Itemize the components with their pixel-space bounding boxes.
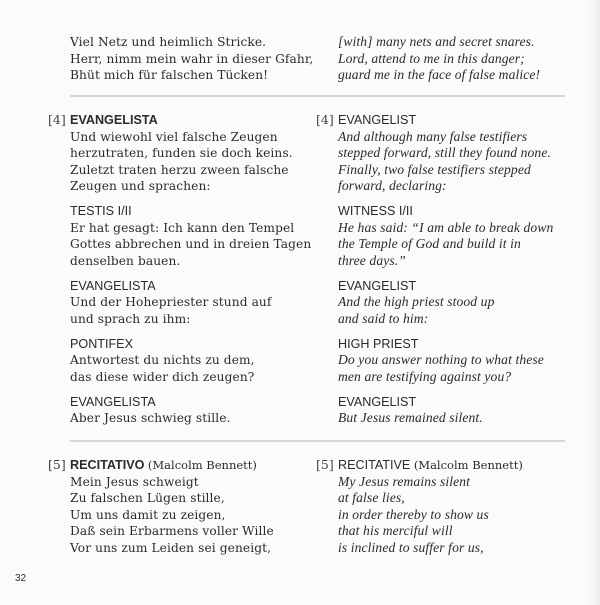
verse-line: Und der Hohepriester stund auf [70, 295, 272, 309]
verse-line: Daß sein Erbarmens voller Wille [70, 524, 274, 538]
verse-line: Er hat gesagt: Ich kann den Tempel [70, 220, 295, 235]
english-section-4 [338, 112, 588, 435]
verse-block [338, 278, 588, 328]
speaker-label [338, 457, 588, 474]
verse-block [338, 112, 588, 195]
verse-line: Viel Netz und heimlich Stricke. [70, 35, 267, 49]
section-divider [70, 440, 565, 442]
performer-name: (Malcolm Bennett) [413, 458, 523, 472]
verse-line: Lord, attend to me in this danger; [338, 50, 525, 66]
german-text-continuation [70, 34, 320, 92]
verse-line: Do you answer nothing to what these [338, 352, 544, 367]
verse-block [338, 394, 588, 427]
verse-line: My Jesus remains silent [338, 473, 471, 489]
verse-line: Zu falschen Lügen stille, [70, 491, 225, 505]
verse-line: that his merciful will [338, 523, 453, 538]
verse-line: in order thereby to show us [338, 506, 489, 522]
speaker-label: EVANGELISTA [70, 394, 156, 409]
verse-line: at false lies, [338, 490, 405, 505]
verse-block [70, 336, 320, 386]
section-divider [70, 95, 565, 97]
movement-type: RECITATIVE [338, 458, 411, 472]
verse-line: But Jesus remained silent. [338, 410, 483, 425]
speaker-label: EVANGELIST [338, 113, 417, 127]
german-section-5 [70, 457, 320, 565]
section-number: [4] [316, 112, 334, 127]
speaker-label: PONTIFEX [70, 336, 133, 351]
verse-line: Gottes abbrechen und in dreien Tagen [70, 237, 312, 251]
verse-line: and said to him: [338, 310, 429, 326]
speaker-label: WITNESS I/II [338, 204, 413, 218]
verse-line: Mein Jesus schweigt [70, 474, 199, 489]
verse-line: Zeugen und sprachen: [70, 179, 211, 193]
verse-line: And the high priest stood up [338, 294, 495, 309]
verse-line: das diese wider dich zeugen? [70, 369, 255, 384]
german-section-4 [70, 112, 320, 435]
verse-block [70, 457, 320, 556]
verse-line: Aber Jesus schwieg stille. [70, 411, 231, 425]
verse-block [338, 203, 588, 269]
english-section-5 [338, 457, 588, 565]
verse-line: Bhüt mich für falschen Tücken! [70, 68, 269, 82]
verse-block [338, 34, 588, 84]
page-number: 32 [15, 573, 27, 584]
section-number: [5] [48, 457, 66, 472]
verse-line: Vor uns zum Leiden sei geneigt, [70, 540, 272, 555]
speaker-label [70, 457, 320, 474]
verse-line: forward, declaring: [338, 178, 447, 193]
verse-line: und sprach zu ihm: [70, 311, 191, 326]
verse-line: He has said: “I am able to break down [338, 219, 554, 235]
verse-block [70, 112, 320, 195]
speaker-label: EVANGELIST [338, 278, 417, 293]
verse-line: Um uns damit zu zeigen, [70, 507, 226, 522]
english-text-continuation [338, 34, 588, 92]
verse-block [70, 203, 320, 269]
verse-line: Und wiewohl viel falsche Zeugen [70, 129, 278, 144]
speaker-label: EVANGELIST [338, 394, 417, 409]
section-number: [5] [316, 457, 334, 472]
verse-line: the Temple of God and build it in [338, 236, 521, 251]
verse-line: is inclined to suffer for us, [338, 539, 484, 555]
verse-block [70, 34, 320, 84]
verse-line: And although many false testifiers [338, 128, 528, 144]
verse-line: stepped forward, still they found none. [338, 145, 551, 160]
verse-line: [with] many nets and secret snares. [338, 34, 535, 49]
movement-type: RECITATIVO [70, 458, 145, 472]
verse-line: Antwortest du nichts zu dem, [70, 353, 255, 367]
verse-line: Herr, nimm mein wahr in dieser Gfahr, [70, 51, 314, 66]
speaker-label: TESTIS I/II [70, 204, 132, 218]
verse-line: men are testifying against you? [338, 368, 512, 384]
verse-line: guard me in the face of false malice! [338, 67, 541, 82]
verse-block [70, 394, 320, 427]
verse-line: herzutraten, funden sie doch keins. [70, 146, 293, 160]
verse-line: Zuletzt traten herzu zween falsche [70, 162, 289, 177]
verse-block [338, 336, 588, 386]
verse-line: denselben bauen. [70, 253, 181, 268]
speaker-label: EVANGELISTA [70, 278, 156, 293]
verse-line: three days.” [338, 252, 406, 268]
verse-line: Finally, two false testifiers stepped [338, 161, 531, 177]
performer-name: (Malcolm Bennett) [147, 458, 257, 472]
section-number: [4] [48, 112, 66, 127]
verse-block [70, 278, 320, 328]
page-edge-shadow [588, 0, 600, 605]
speaker-label: EVANGELISTA [70, 113, 158, 127]
speaker-label: HIGH PRIEST [338, 336, 419, 351]
verse-block [338, 457, 588, 556]
